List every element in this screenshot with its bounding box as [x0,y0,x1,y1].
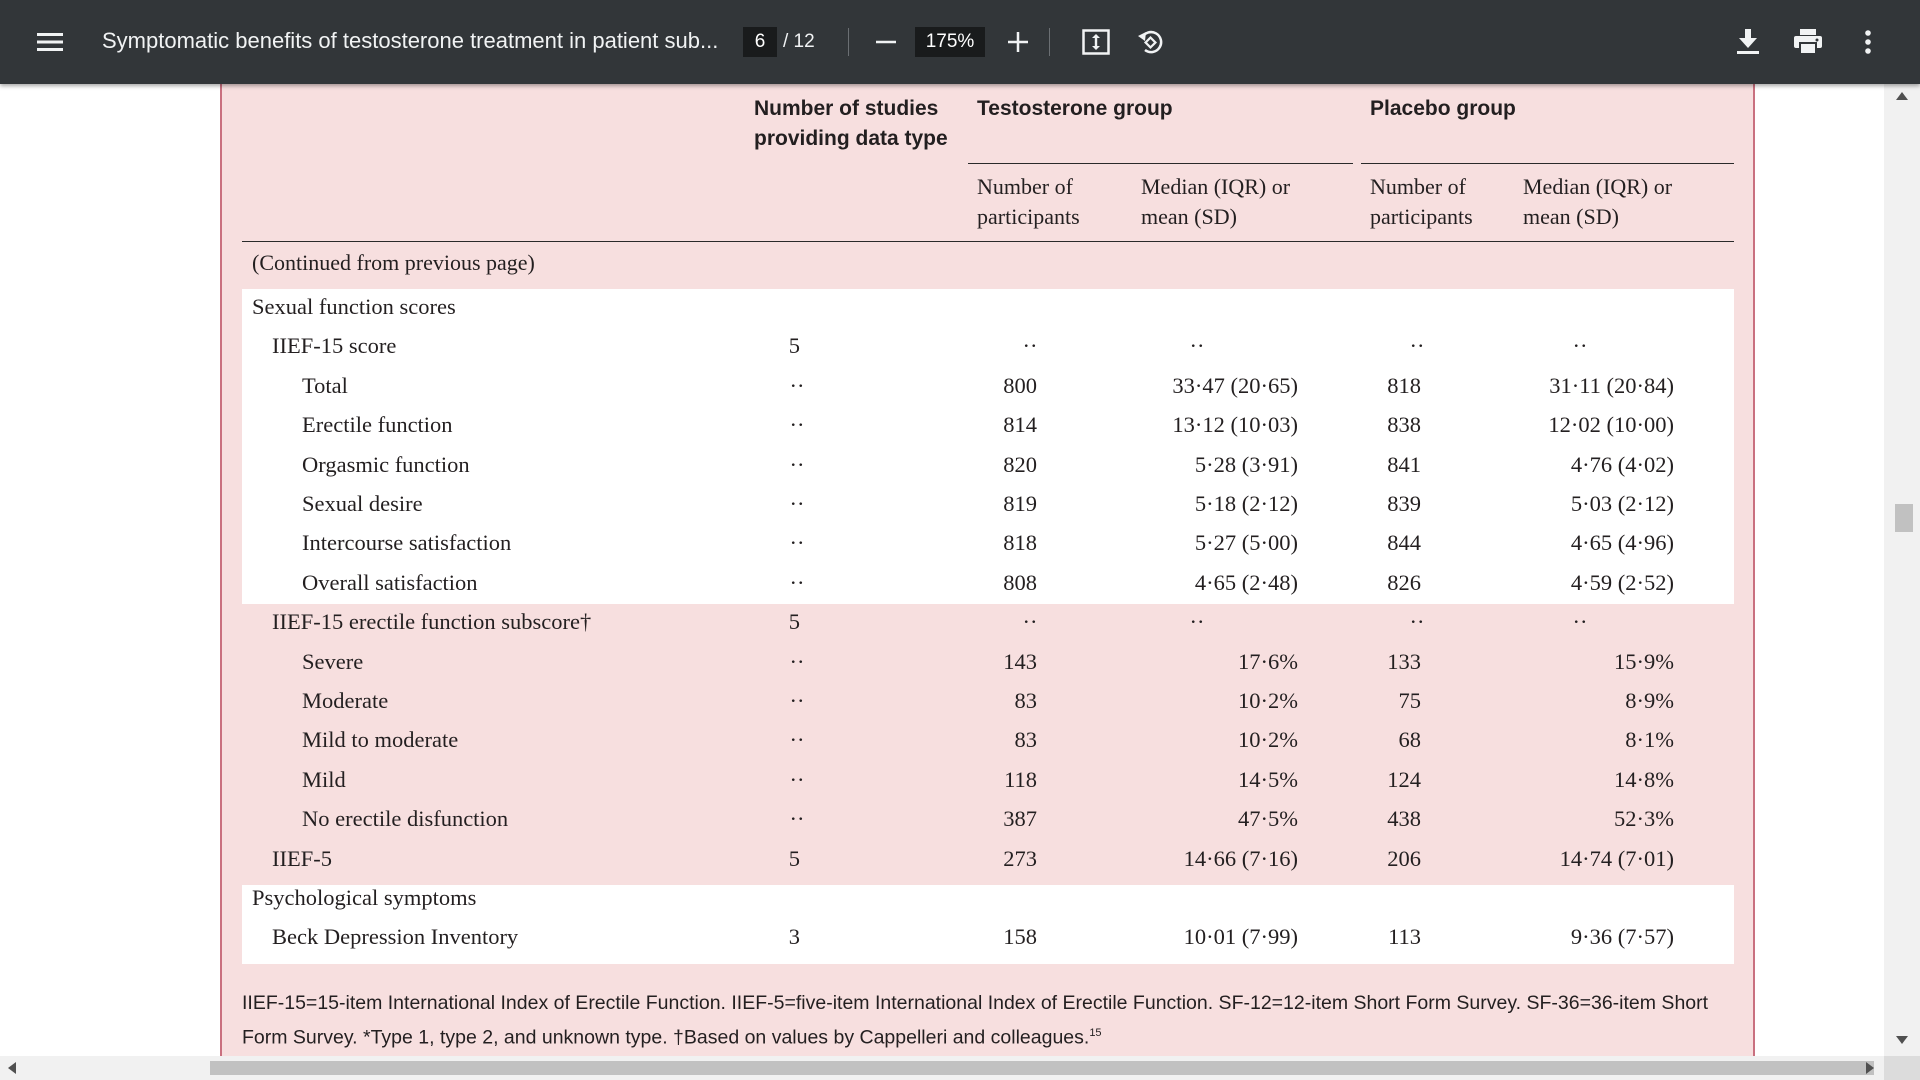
row-label: Erectile function [302,412,453,438]
cell-studies: ·· [789,766,805,792]
cell-p-n: ·· [1409,609,1425,635]
cell-t-val: 14·5% [1238,766,1298,792]
cell-t-n: 158 [1003,924,1037,950]
vertical-scrollbar[interactable] [1884,84,1920,1056]
print-button[interactable] [1788,22,1828,62]
scroll-down-arrow-icon[interactable] [1896,1036,1908,1044]
cell-p-n: 438 [1387,806,1421,832]
cell-studies: ·· [789,648,805,674]
cell-p-val: 8·1% [1625,727,1674,753]
cell-p-val: 9·36 (7·57) [1570,924,1674,950]
subheader-t-participants-line1: Number of [977,174,1073,199]
toolbar-divider [1049,28,1050,56]
cell-studies: ·· [789,412,805,438]
download-button[interactable] [1728,22,1768,62]
horizontal-scrollbar[interactable] [0,1056,1884,1080]
row-label: Severe [302,648,364,674]
cell-studies: ·· [789,530,805,556]
cell-p-val: 52·3% [1614,806,1674,832]
scroll-up-arrow-icon[interactable] [1896,92,1908,100]
cell-p-n: 839 [1387,491,1421,516]
vertical-scroll-thumb[interactable] [1895,504,1913,532]
row-label: Sexual function scores [252,294,456,319]
row-label: Overall satisfaction [302,569,478,595]
zoom-in-button[interactable] [1000,22,1036,62]
cell-t-n: 814 [1003,412,1037,438]
cell-t-val: 17·6% [1238,648,1298,674]
cell-p-n: 113 [1388,924,1421,950]
minus-icon [876,40,896,44]
row-label: Beck Depression Inventory [272,924,519,950]
cell-p-val: ·· [1572,609,1588,635]
cell-studies: 5 [788,609,800,635]
row-band [242,289,1734,604]
cell-t-val: 47·5% [1238,806,1298,832]
subheader-t-participants-line2: participants [977,204,1080,229]
cell-studies: ·· [789,569,805,595]
cell-t-val: 10·2% [1238,688,1298,713]
zoom-level-input[interactable]: 175% [915,27,985,57]
cell-t-val: 10·01 (7·99) [1183,924,1298,950]
more-vert-icon [1865,30,1871,54]
cell-studies: 5 [788,845,800,871]
continued-note: (Continued from previous page) [252,250,535,275]
rotate-button[interactable] [1130,22,1170,62]
cell-p-n: ·· [1409,333,1425,359]
table-footnote [242,988,1742,1053]
cell-t-val: 4·65 (2·48) [1194,569,1298,595]
header-bottom-rule [242,241,1734,242]
cell-p-n: 838 [1387,412,1421,438]
cell-p-val: 8·9% [1625,688,1674,713]
subheader-p-participants-line2: participants [1370,204,1473,229]
cell-t-val: 33·47 (20·65) [1172,372,1298,398]
cell-t-n: ·· [1022,609,1038,635]
cell-t-val: 10·2% [1238,727,1298,753]
cell-p-n: 818 [1387,372,1421,398]
cell-t-val: 5·28 (3·91) [1194,451,1298,477]
cell-studies: 3 [788,924,800,950]
fit-to-page-button[interactable] [1076,22,1116,62]
download-icon [1737,29,1759,55]
footnote-text: IIEF-15=15-item International Index of Erectile Function. IIEF-5=five-item International Index of Erectile Function. SF-12=12-item Short Form Survey. SF-36=36-item Short Form Survey. *Type 1, type 2, and unknown type. †Based on values by Cappelleri and colleagues. [242,992,1709,1049]
document-viewport[interactable] [0,84,1884,1056]
fit-page-icon [1082,29,1110,55]
row-label: Psychological symptoms [252,885,477,910]
cell-t-val: 14·66 (7·16) [1183,845,1298,871]
cell-p-val: 4·76 (4·02) [1570,451,1674,477]
cell-p-val: ·· [1572,333,1588,359]
printer-icon [1794,29,1822,55]
subheader-t-median-line2: mean (SD) [1141,204,1237,229]
cell-t-n: 83 [1014,688,1037,713]
row-label: Total [302,372,348,398]
row-label: No erectile disfunction [302,806,509,832]
cell-t-n: 118 [1004,766,1037,792]
cell-t-n: 808 [1003,569,1037,595]
document-title: Symptomatic benefits of testosterone treatment in patient sub... [102,28,719,53]
cell-t-n: 800 [1003,372,1037,398]
cell-t-val: 5·27 (5·00) [1194,530,1298,556]
cell-t-val: 5·18 (2·12) [1194,491,1298,516]
cell-t-n: 273 [1003,845,1037,871]
row-label: Orgasmic function [302,451,470,477]
pdf-page [220,84,1755,1056]
cell-p-val: 14·8% [1614,766,1674,792]
page-total: / 12 [783,31,815,52]
cell-t-n: 387 [1003,806,1037,832]
cell-p-val: 4·59 (2·52) [1570,569,1674,595]
header-placebo-group: Placebo group [1370,97,1516,120]
cell-p-val: 31·11 (20·84) [1549,372,1674,398]
cell-p-val: 12·02 (10·00) [1548,412,1674,438]
scrollbar-corner [1884,1056,1920,1080]
cell-p-n: 124 [1387,766,1421,792]
horizontal-scroll-thumb[interactable] [210,1061,1874,1075]
cell-p-n: 68 [1398,727,1421,753]
cell-p-n: 75 [1398,688,1421,713]
cell-p-val: 4·65 (4·96) [1570,530,1674,556]
header-rule-testosterone [968,163,1353,164]
row-label: Moderate [302,688,389,713]
toolbar-divider [848,28,849,56]
rotate-icon [1136,28,1164,56]
cell-t-n: 143 [1003,648,1037,674]
more-actions-button[interactable] [1850,22,1886,62]
cell-t-val: ·· [1189,333,1205,359]
cell-t-n: 83 [1014,727,1037,753]
row-label: Mild to moderate [302,727,459,753]
subheader-t-median-line1: Median (IQR) or [1141,174,1291,199]
subheader-p-participants-line1: Number of [1370,174,1466,199]
row-label: Mild [302,766,346,792]
row-label: Sexual desire [302,491,423,516]
cell-p-n: 826 [1387,569,1421,595]
subheader-p-median-line1: Median (IQR) or [1523,174,1673,199]
header-studies-line2: providing data type [754,127,948,150]
hamburger-icon [37,32,63,52]
header-rule-placebo [1361,163,1734,164]
cell-studies: ·· [789,491,805,516]
cell-t-val: ·· [1189,609,1205,635]
row-label: IIEF-5 [272,845,332,871]
cell-studies: ·· [789,451,805,477]
cell-t-val: 13·12 (10·03) [1172,412,1298,438]
scroll-left-arrow-icon[interactable] [8,1062,16,1074]
cell-p-n: 841 [1387,451,1421,477]
plus-icon [1008,32,1028,52]
page-number-input[interactable]: 6 [743,27,777,57]
cell-p-val: 15·9% [1614,648,1674,674]
cell-studies: ·· [789,688,805,713]
scroll-right-arrow-icon[interactable] [1866,1062,1874,1074]
header-testosterone-group: Testosterone group [977,97,1173,120]
cell-studies: 5 [788,333,800,359]
cell-p-n: 133 [1387,648,1421,674]
row-label: Intercourse satisfaction [302,530,512,556]
zoom-out-button[interactable] [868,22,904,62]
footnote-reference: 15 [1089,1027,1102,1039]
row-label: IIEF-15 score [272,333,397,359]
cell-t-n: 820 [1003,451,1037,477]
header-studies-line1: Number of studies [754,97,939,120]
cell-t-n: 818 [1003,530,1037,556]
cell-p-val: 14·74 (7·01) [1559,845,1674,871]
subheader-p-median-line2: mean (SD) [1523,204,1619,229]
pdf-toolbar [0,0,1920,84]
cell-studies: ·· [789,727,805,753]
row-label: IIEF-15 erectile function subscore† [272,609,592,635]
cell-p-val: 5·03 (2·12) [1570,491,1674,516]
cell-p-n: 206 [1387,845,1421,871]
cell-studies: ·· [789,806,805,832]
cell-studies: ·· [789,372,805,398]
cell-p-n: 844 [1387,530,1421,556]
menu-button[interactable] [30,22,70,62]
cell-t-n: ·· [1022,333,1038,359]
cell-t-n: 819 [1003,491,1037,516]
